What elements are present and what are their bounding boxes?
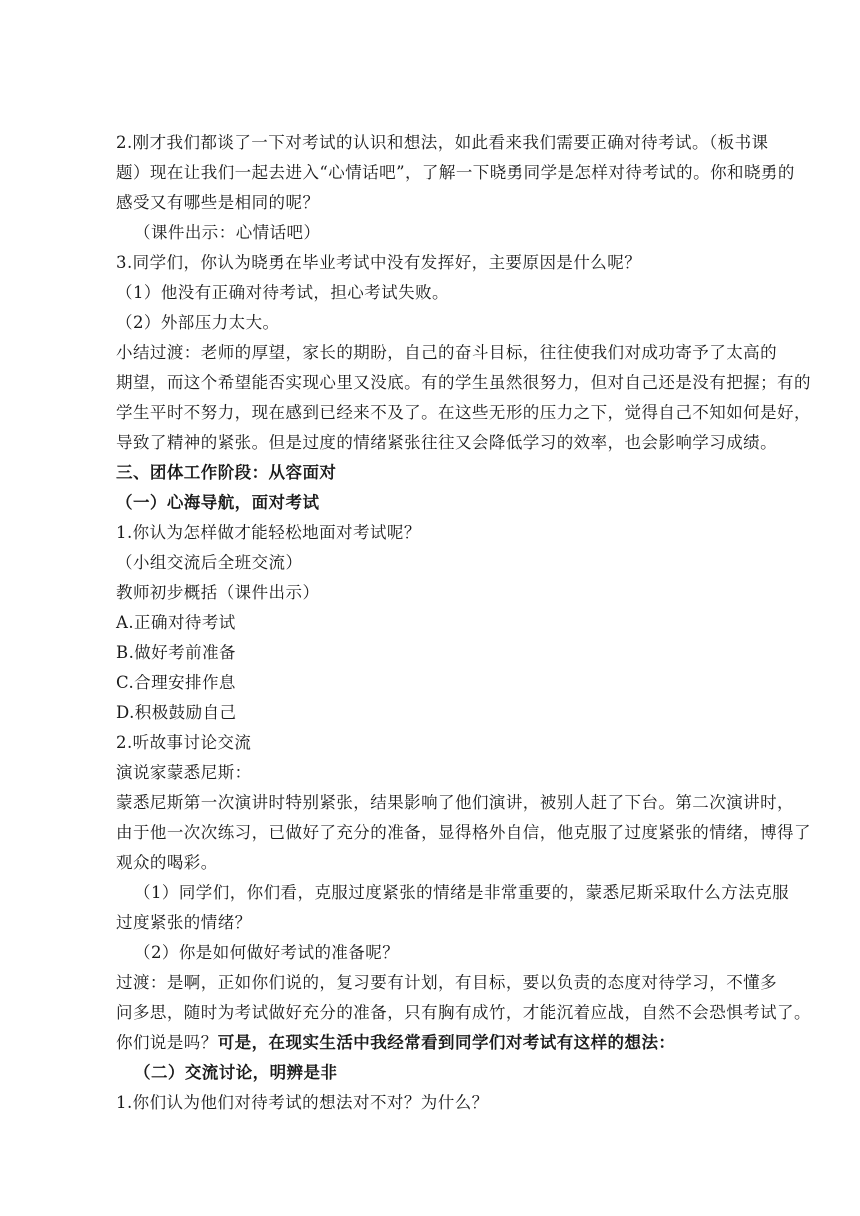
list-item: C.合理安排作息	[116, 673, 236, 692]
paragraph-line: 由于他一次次练习，已做好了充分的准备，显得格外自信，他克服了过度紧张的情绪，博得了	[116, 823, 811, 842]
paragraph-line: 2.刚才我们都谈了一下对考试的认识和想法，如此看来我们需要正确对待考试。（板书课	[116, 133, 769, 152]
list-item: A.正确对待考试	[116, 613, 236, 632]
paragraph-line	[116, 1033, 675, 1053]
paragraph-line: 问多思，随时为考试做好充分的准备，只有胸有成竹，才能沉着应战，自然不会恐惧考试了。	[116, 1003, 811, 1022]
subsection-heading: （一）心海导航，面对考试	[116, 493, 320, 512]
list-item: D.积极鼓励自己	[116, 703, 237, 722]
paragraph-line: 1.你认为怎样做才能轻松地面对考试呢？	[116, 523, 421, 542]
paragraph-line: 过渡：是啊，正如你们说的，复习要有计划，有目标，要以负责的态度对待学习，不懂多	[116, 973, 778, 992]
paragraph-line: （1）同学们，你们看，克服过度紧张的情绪是非常重要的，蒙悉尼斯采取什么方法克服	[134, 883, 790, 902]
paragraph-line: （小组交流后全班交流）	[116, 553, 303, 572]
paragraph-line: 过度紧张的情绪？	[116, 913, 252, 932]
paragraph-line: 演说家蒙悉尼斯：	[116, 763, 252, 782]
paragraph-text: 你们说是吗？	[116, 1033, 218, 1052]
paragraph-line: 3.同学们，你认为晓勇在毕业考试中没有发挥好，主要原因是什么呢？	[116, 253, 642, 272]
paragraph-line: 1.你们认为他们对待考试的想法对不对？为什么？	[116, 1093, 489, 1112]
paragraph-line: 小结过渡：老师的厚望，家长的期盼，自己的奋斗目标，往往使我们对成功寄予了太高的	[116, 343, 778, 362]
paragraph-line: （课件出示：心情话吧）	[134, 223, 321, 242]
paragraph-line: （2）外部压力太大。	[116, 313, 280, 332]
paragraph-line: （1）他没有正确对待考试，担心考试失败。	[116, 283, 449, 302]
paragraph-line: 2.听故事讨论交流	[116, 733, 252, 752]
emphasis-text: 可是，在现实生活中我经常看到同学们对考试有这样的想法：	[217, 1033, 676, 1052]
paragraph-line: 感受又有哪些是相同的呢？	[116, 193, 320, 212]
paragraph-line: 教师初步概括（课件出示）	[116, 583, 320, 602]
paragraph-line: 蒙悉尼斯第一次演讲时特别紧张，结果影响了他们演讲，被别人赶了下台。第二次演讲时，	[116, 793, 794, 812]
paragraph-line: 导致了精神的紧张。但是过度的情绪紧张往往又会降低学习的效率，也会影响学习成绩。	[116, 433, 778, 452]
list-item: B.做好考前准备	[116, 643, 236, 662]
paragraph-line: 期望，而这个希望能否实现心里又没底。有的学生虽然很努力，但对自己还是没有把握；有的	[116, 373, 811, 392]
paragraph-line: （2）你是如何做好考试的准备呢？	[134, 943, 400, 962]
section-heading: 三、团体工作阶段：从容面对	[116, 463, 337, 482]
paragraph-line: 学生平时不努力，现在感到已经来不及了。在这些无形的压力之下，觉得自己不知如何是好，	[116, 403, 811, 422]
subsection-heading: （二）交流讨论，明辨是非	[134, 1063, 338, 1082]
paragraph-line: 题）现在让我们一起去进入“心情话吧”，了解一下晓勇同学是怎样对待考试的。你和晓勇的	[116, 163, 795, 182]
paragraph-line: 观众的喝彩。	[116, 853, 218, 872]
